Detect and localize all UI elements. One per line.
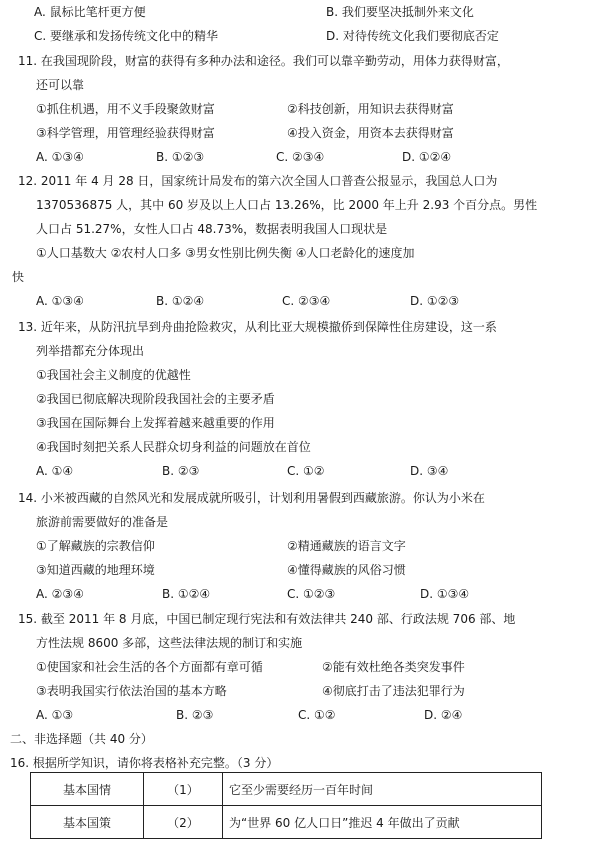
- q11-statement-2: ②科技创新，用知识去获得财富: [287, 102, 454, 116]
- section-heading: 二、非选择题（共 40 分）: [10, 732, 153, 746]
- table-row: [31, 773, 542, 806]
- q12-option-a: A. ①③④: [36, 294, 84, 308]
- q10-option-d: D. 对待传统文化我们要彻底否定: [326, 29, 499, 43]
- q14-stem: 14. 小米被西藏的自然风光和发展成就所吸引，计划利用暑假到西藏旅游。你认为小米在: [18, 491, 485, 505]
- q12-stem-cont-2: 人口占 51.27%，女性人口占 48.73%，数据表明我国人口现状是: [36, 222, 388, 236]
- q14-statement-4: ④懂得藏族的风俗习惯: [287, 563, 406, 577]
- q15-option-d: D. ②④: [424, 708, 463, 722]
- q15-option-a: A. ①③: [36, 708, 74, 722]
- q15-stem: 15. 截至 2011 年 8 月底，中国已制定现行宪法和有效法律共 240 部、行政法规 706 部、地: [18, 612, 516, 626]
- q11-option-b: B. ①②③: [156, 150, 205, 164]
- q11-option-d: D. ①②④: [402, 150, 452, 164]
- q13-statement-4: ④我国时刻把关系人民群众切身利益的问题放在首位: [36, 440, 311, 454]
- table-cell-content: 它至少需要经历一百年时间: [223, 773, 542, 806]
- q13-option-b: B. ②③: [162, 464, 200, 478]
- q11-stem-cont: 还可以靠: [36, 78, 85, 92]
- table-cell-label: 基本国策: [31, 806, 144, 839]
- q15-statement-4: ④彻底打击了违法犯罪行为: [322, 684, 465, 698]
- q11-option-c: C. ②③④: [276, 150, 325, 164]
- q12-option-d: D. ①②③: [410, 294, 460, 308]
- q13-statement-3: ③我国在国际舞台上发挥着越来越重要的作用: [36, 416, 275, 430]
- table-cell-blank: （2）: [144, 806, 223, 839]
- q11-statement-1: ①抓住机遇，用不义手段聚敛财富: [36, 102, 215, 116]
- q15-statement-3: ③表明我国实行依法治国的基本方略: [36, 684, 227, 698]
- q12-statements: ①人口基数大 ②农村人口多 ③男女性别比例失衡 ④人口老龄化的速度加: [36, 246, 415, 260]
- q12-stem-cont-1: 1370536875 人，其中 60 岁及以上人口占 13.26%，比 2000 年上升 2.93 个百分点。男性: [36, 198, 538, 212]
- q13-statement-1: ①我国社会主义制度的优越性: [36, 368, 191, 382]
- q11-stem: 11. 在我国现阶段，财富的获得有多种办法和途径。我们可以靠辛勤劳动，用体力获得财富，: [18, 54, 509, 68]
- q15-option-c: C. ①②: [298, 708, 336, 722]
- q13-stem-cont: 列举措都充分体现出: [36, 344, 145, 358]
- q15-option-b: B. ②③: [176, 708, 214, 722]
- q13-stem: 13. 近年来，从防汛抗旱到舟曲抢险救灾，从利比亚大规模撤侨到保障性住房建设，这一系: [18, 320, 497, 334]
- table-cell-blank: （1）: [144, 773, 223, 806]
- q16-table: [30, 772, 542, 839]
- q11-option-a: A. ①③④: [36, 150, 84, 164]
- q10-option-b: B. 我们要坚决抵制外来文化: [326, 5, 474, 19]
- q14-stem-cont: 旅游前需要做好的准备是: [36, 515, 169, 529]
- q13-option-c: C. ①②: [287, 464, 325, 478]
- q14-statement-2: ②精通藏族的语言文字: [287, 539, 406, 553]
- q13-option-a: A. ①④: [36, 464, 74, 478]
- q16-stem: 16. 根据所学知识，请你将表格补充完整。（3 分）: [10, 756, 279, 770]
- q14-option-d: D. ①③④: [420, 587, 470, 601]
- q15-statement-1: ①使国家和社会生活的各个方面都有章可循: [36, 660, 263, 674]
- q14-option-b: B. ①②④: [162, 587, 211, 601]
- q12-option-c: C. ②③④: [282, 294, 331, 308]
- q14-option-c: C. ①②③: [287, 587, 336, 601]
- q13-option-d: D. ③④: [410, 464, 449, 478]
- q10-option-a: A. 鼠标比笔杆更方便: [34, 5, 146, 19]
- q14-statement-3: ③知道西藏的地理环境: [36, 563, 155, 577]
- q12-statements-cont: 快: [12, 270, 25, 284]
- q10-option-c: C. 要继承和发扬传统文化中的精华: [34, 29, 219, 43]
- table-cell-label: 基本国情: [31, 773, 144, 806]
- q14-option-a: A. ②③④: [36, 587, 84, 601]
- table-row: [31, 806, 542, 839]
- q15-statement-2: ②能有效杜绝各类突发事件: [322, 660, 465, 674]
- table-cell-content: 为“世界 60 亿人口日”推迟 4 年做出了贡献: [223, 806, 542, 839]
- q12-stem: 12. 2011 年 4 月 28 日，国家统计局发布的第六次全国人口普查公报显示，我国总人口为: [18, 174, 498, 188]
- q13-statement-2: ②我国已彻底解决现阶段我国社会的主要矛盾: [36, 392, 275, 406]
- q15-stem-cont: 方性法规 8600 多部，这些法律法规的制订和实施: [36, 636, 303, 650]
- q11-statement-3: ③科学管理，用管理经验获得财富: [36, 126, 215, 140]
- q12-option-b: B. ①②④: [156, 294, 205, 308]
- q14-statement-1: ①了解藏族的宗教信仰: [36, 539, 155, 553]
- q11-statement-4: ④投入资金，用资本去获得财富: [287, 126, 454, 140]
